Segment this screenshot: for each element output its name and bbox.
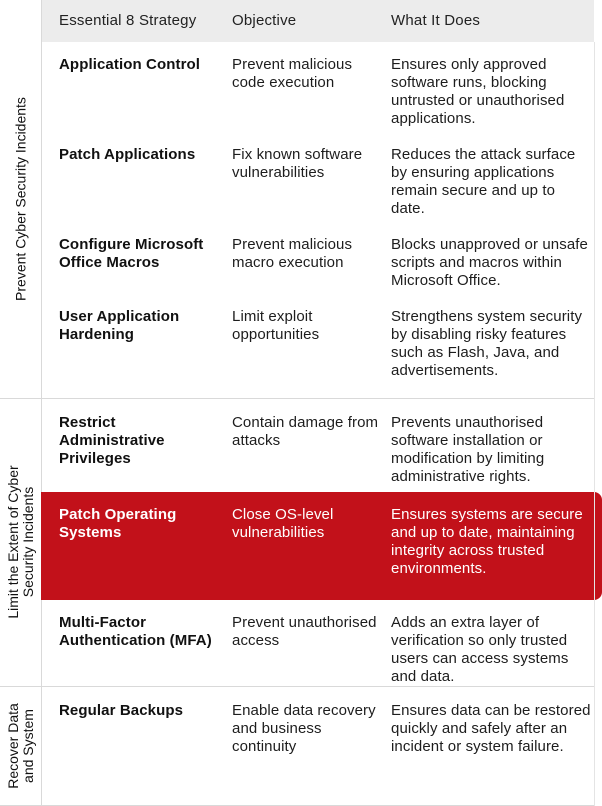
description-cell: Strengthens system security by disabling risky features such as Flash, Java, and advertisements. bbox=[391, 308, 583, 379]
strategy-cell: Configure Microsoft Office Macros bbox=[59, 236, 204, 271]
strategy-cell: User Application Hardening bbox=[59, 308, 180, 343]
group-divider bbox=[0, 686, 41, 687]
objective-cell: Close OS-level vulnerabilities bbox=[232, 506, 334, 541]
objective-cell: Prevent unauthorised access bbox=[232, 614, 377, 649]
header-what-it-does: What It Does bbox=[391, 12, 481, 29]
table-header bbox=[41, 0, 594, 42]
table-right-border bbox=[594, 42, 595, 806]
strategy-cell: Restrict Administrative Privileges bbox=[59, 414, 165, 467]
header-strategy: Essential 8 Strategy bbox=[59, 12, 197, 29]
table-row bbox=[41, 398, 594, 490]
strategy-cell: Multi-Factor Authentication (MFA) bbox=[59, 614, 212, 649]
table-row bbox=[41, 688, 594, 805]
group-label-prevent: Prevent Cyber Security Incidents bbox=[12, 97, 28, 301]
group-prevent bbox=[0, 0, 42, 398]
description-cell: Adds an extra layer of verification so only trusted users can access systems and data. bbox=[391, 614, 569, 685]
table-row bbox=[41, 600, 594, 686]
objective-cell: Contain damage from attacks bbox=[232, 414, 379, 449]
objective-cell: Prevent malicious code execution bbox=[232, 56, 353, 91]
strategy-cell: Patch Operating Systems bbox=[59, 506, 177, 541]
objective-cell: Enable data recovery and business continuity bbox=[232, 702, 376, 755]
description-cell: Ensures systems are secure and up to date, maintaining integrity across trusted environments. bbox=[391, 506, 583, 577]
objective-cell: Prevent malicious macro execution bbox=[232, 236, 353, 271]
objective-cell: Limit exploit opportunities bbox=[232, 308, 320, 343]
description-cell: Reduces the attack surface by ensuring applications remain secure and up to date. bbox=[391, 146, 576, 217]
table-row bbox=[41, 294, 594, 398]
group-label-limit: Limit the Extent of Cyber Security Incidents bbox=[4, 465, 36, 619]
strategy-cell: Patch Applications bbox=[59, 146, 196, 163]
header-objective: Objective bbox=[232, 12, 297, 29]
description-cell: Ensures only approved software runs, blocking untrusted or unauthorised applications. bbox=[391, 56, 565, 127]
strategy-cell: Application Control bbox=[59, 56, 201, 73]
group-label-recover: Recover Data and System bbox=[4, 703, 36, 789]
group-limit bbox=[0, 398, 42, 686]
table-row bbox=[41, 132, 594, 222]
description-cell: Ensures data can be restored quickly and safely after an incident or system failure. bbox=[391, 702, 591, 755]
description-cell: Prevents unauthorised software installation or modification by limiting administrative rights. bbox=[391, 414, 545, 485]
group-divider bbox=[0, 398, 41, 399]
description-cell: Blocks unapproved or unsafe scripts and macros within Microsoft Office. bbox=[391, 236, 588, 289]
group-recover bbox=[0, 686, 42, 806]
table-row-highlighted bbox=[41, 492, 602, 600]
strategy-cell: Regular Backups bbox=[59, 702, 184, 719]
table-row bbox=[41, 42, 594, 132]
section-divider bbox=[41, 686, 594, 687]
table-row bbox=[41, 222, 594, 294]
objective-cell: Fix known software vulnerabilities bbox=[232, 146, 363, 181]
